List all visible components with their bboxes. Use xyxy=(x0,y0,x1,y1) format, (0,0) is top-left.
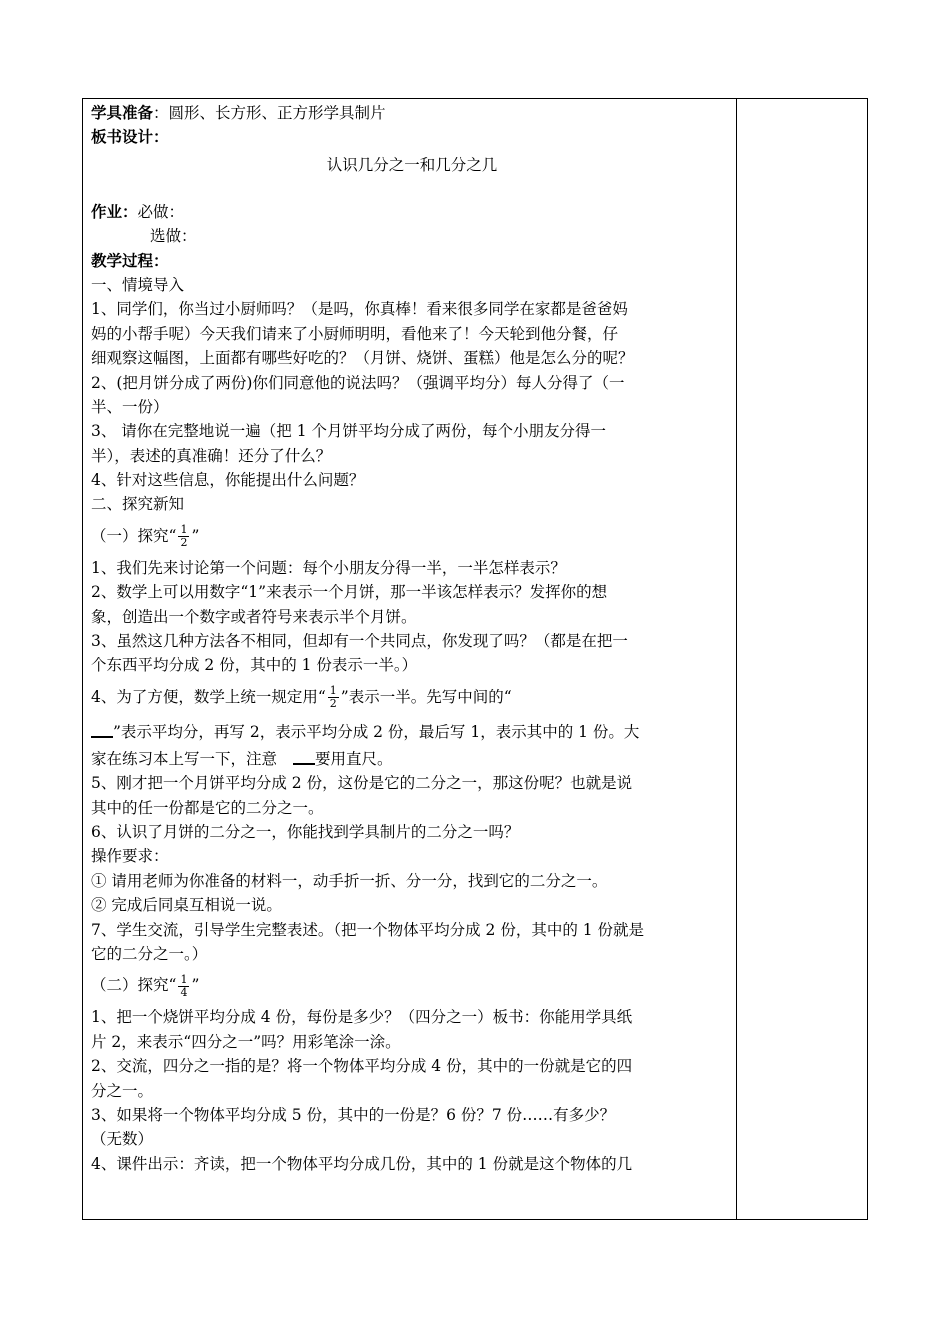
text-line: 1、我们先来讨论第一个问题：每个小朋友分得一半，一半怎样表示？ xyxy=(91,558,566,577)
fraction-numerator: 1 xyxy=(329,684,337,698)
fraction-denominator: 4 xyxy=(180,985,188,999)
fraction-bar-symbol xyxy=(293,763,315,765)
column-divider xyxy=(736,99,737,1219)
explore-half-pre: （一）探究“ xyxy=(91,526,177,545)
homework-optional: 选做： xyxy=(150,227,197,246)
materials-text: ：圆形、长方形、正方形学具制片 xyxy=(153,104,386,122)
lesson-plan-content xyxy=(91,101,733,1176)
text-line: 它的二分之一。） xyxy=(91,944,208,963)
explore-half-heading xyxy=(91,517,733,556)
fraction-bar-explanation: ”表示平均分，再写 2，表示平均分成 2 份，最后写 1，表示其中的 1 份。大 xyxy=(113,722,640,741)
fraction-numerator: 1 xyxy=(180,972,188,986)
homework-required: 必做： xyxy=(137,202,185,221)
text-line: 1、同学们，你当过小厨师吗？（是吗，你真棒！看来很多同学在家都是爸爸妈 xyxy=(91,300,628,319)
section-one-heading: 一、情境导入 xyxy=(91,275,185,294)
line-materials xyxy=(91,101,733,125)
text-line: 半），表述的真准确！还分了什么？ xyxy=(91,446,332,465)
ruler-note-post: 要用直尺。 xyxy=(315,749,393,768)
text-line: 分之一。 xyxy=(91,1081,154,1100)
definition-pre: 4、为了方便，数学上统一规定用“ xyxy=(91,687,326,706)
text-line: 3、虽然这几种方法各不相同，但却有一个共同点，你发现了吗？（都是在把一 xyxy=(91,632,628,651)
fraction-denominator: 2 xyxy=(329,697,337,711)
text-line xyxy=(91,747,733,771)
operation-requirements: 操作要求： xyxy=(91,847,169,866)
fraction-one-quarter xyxy=(178,974,189,999)
text-line: 4、针对这些信息，你能提出什么问题？ xyxy=(91,471,365,490)
blank-line xyxy=(91,180,733,200)
fraction-one-half xyxy=(178,524,189,549)
lesson-table xyxy=(82,98,868,1220)
text-line: 2、交流，四分之一指的是？将一个物体平均分成 4 份，其中的一份就是它的四 xyxy=(91,1057,633,1076)
text-line: 7、学生交流，引导学生完整表述。（把一个物体平均分成 2 份，其中的 1 份就是 xyxy=(91,920,645,939)
fraction-bar-symbol xyxy=(91,736,113,738)
text-line: 个东西平均分成 2 份，其中的 1 份表示一半。） xyxy=(91,656,418,675)
text-line: （无数） xyxy=(91,1130,154,1149)
line-homework xyxy=(91,200,733,224)
explore-half-post: ” xyxy=(191,526,200,545)
text-line: 细观察这幅图，上面都有哪些好吃的？（月饼、烧饼、蛋糕）他是怎么分的呢？ xyxy=(91,349,634,368)
text-line: 妈的小帮手呢）今天我们请来了小厨师明明，看他来了！今天轮到他分餐，仔 xyxy=(91,324,619,343)
text-line: 3、如果将一个物体平均分成 5 份，其中的一份是？6 份？7 份……有多少？ xyxy=(91,1105,616,1124)
text-line: 半、一份） xyxy=(91,397,169,416)
text-line: 5、刚才把一个月饼平均分成 2 份，这份是它的二分之一，那这份呢？也就是说 xyxy=(91,774,633,793)
fraction-denominator: 2 xyxy=(180,536,188,550)
fraction-numerator: 1 xyxy=(180,523,188,537)
text-line: 片 2，来表示“四分之一”吗？用彩笔涂一涂。 xyxy=(91,1032,401,1051)
text-line: 2、数学上可以用数字“1”来表示一个月饼，那一半该怎样表示？发挥你的想 xyxy=(91,583,608,602)
board-design-heading: 板书设计： xyxy=(91,127,169,147)
text-line: ② 完成后同桌互相说一说。 xyxy=(91,896,282,915)
text-line: 其中的任一份都是它的二分之一。 xyxy=(91,798,324,817)
fraction-one-half xyxy=(328,685,339,710)
text-line: 6、认识了月饼的二分之一，你能找到学具制片的二分之一吗？ xyxy=(91,822,520,841)
text-line: 1、把一个烧饼平均分成 4 份，每份是多少？（四分之一）板书：你能用学具纸 xyxy=(91,1008,633,1027)
fraction-definition-line xyxy=(91,678,733,717)
definition-post: ”表示一半。先写中间的“ xyxy=(340,687,512,706)
text-line: 2、(把月饼分成了两份)你们同意他的说法吗？（强调平均分）每人分得了（一 xyxy=(91,373,625,392)
text-line xyxy=(91,717,733,747)
explore-quarter-post: ” xyxy=(191,976,200,995)
materials-label: 学具准备 xyxy=(91,103,154,122)
text-line: 象，创造出一个数字或者符号来表示半个月饼。 xyxy=(91,607,417,626)
teaching-process-heading: 教学过程： xyxy=(91,250,169,270)
board-design-title: 认识几分之一和几分之几 xyxy=(326,155,498,174)
text-line: 3、 请你在完整地说一遍（把 1 个月饼平均分成了两份，每个小朋友分得一 xyxy=(91,422,607,441)
explore-quarter-pre: （二）探究“ xyxy=(91,976,177,995)
ruler-note-pre: 家在练习本上写一下，注意 xyxy=(91,749,278,768)
text-line: 4、课件出示：齐读，把一个物体平均分成几份，其中的 1 份就是这个物体的几 xyxy=(91,1154,633,1173)
homework-label: 作业： xyxy=(91,201,138,221)
explore-quarter-heading xyxy=(91,966,733,1005)
text-line: ① 请用老师为你准备的材料一，动手折一折、分一分，找到它的二分之一。 xyxy=(91,871,608,890)
section-two-heading: 二、探究新知 xyxy=(91,495,185,514)
